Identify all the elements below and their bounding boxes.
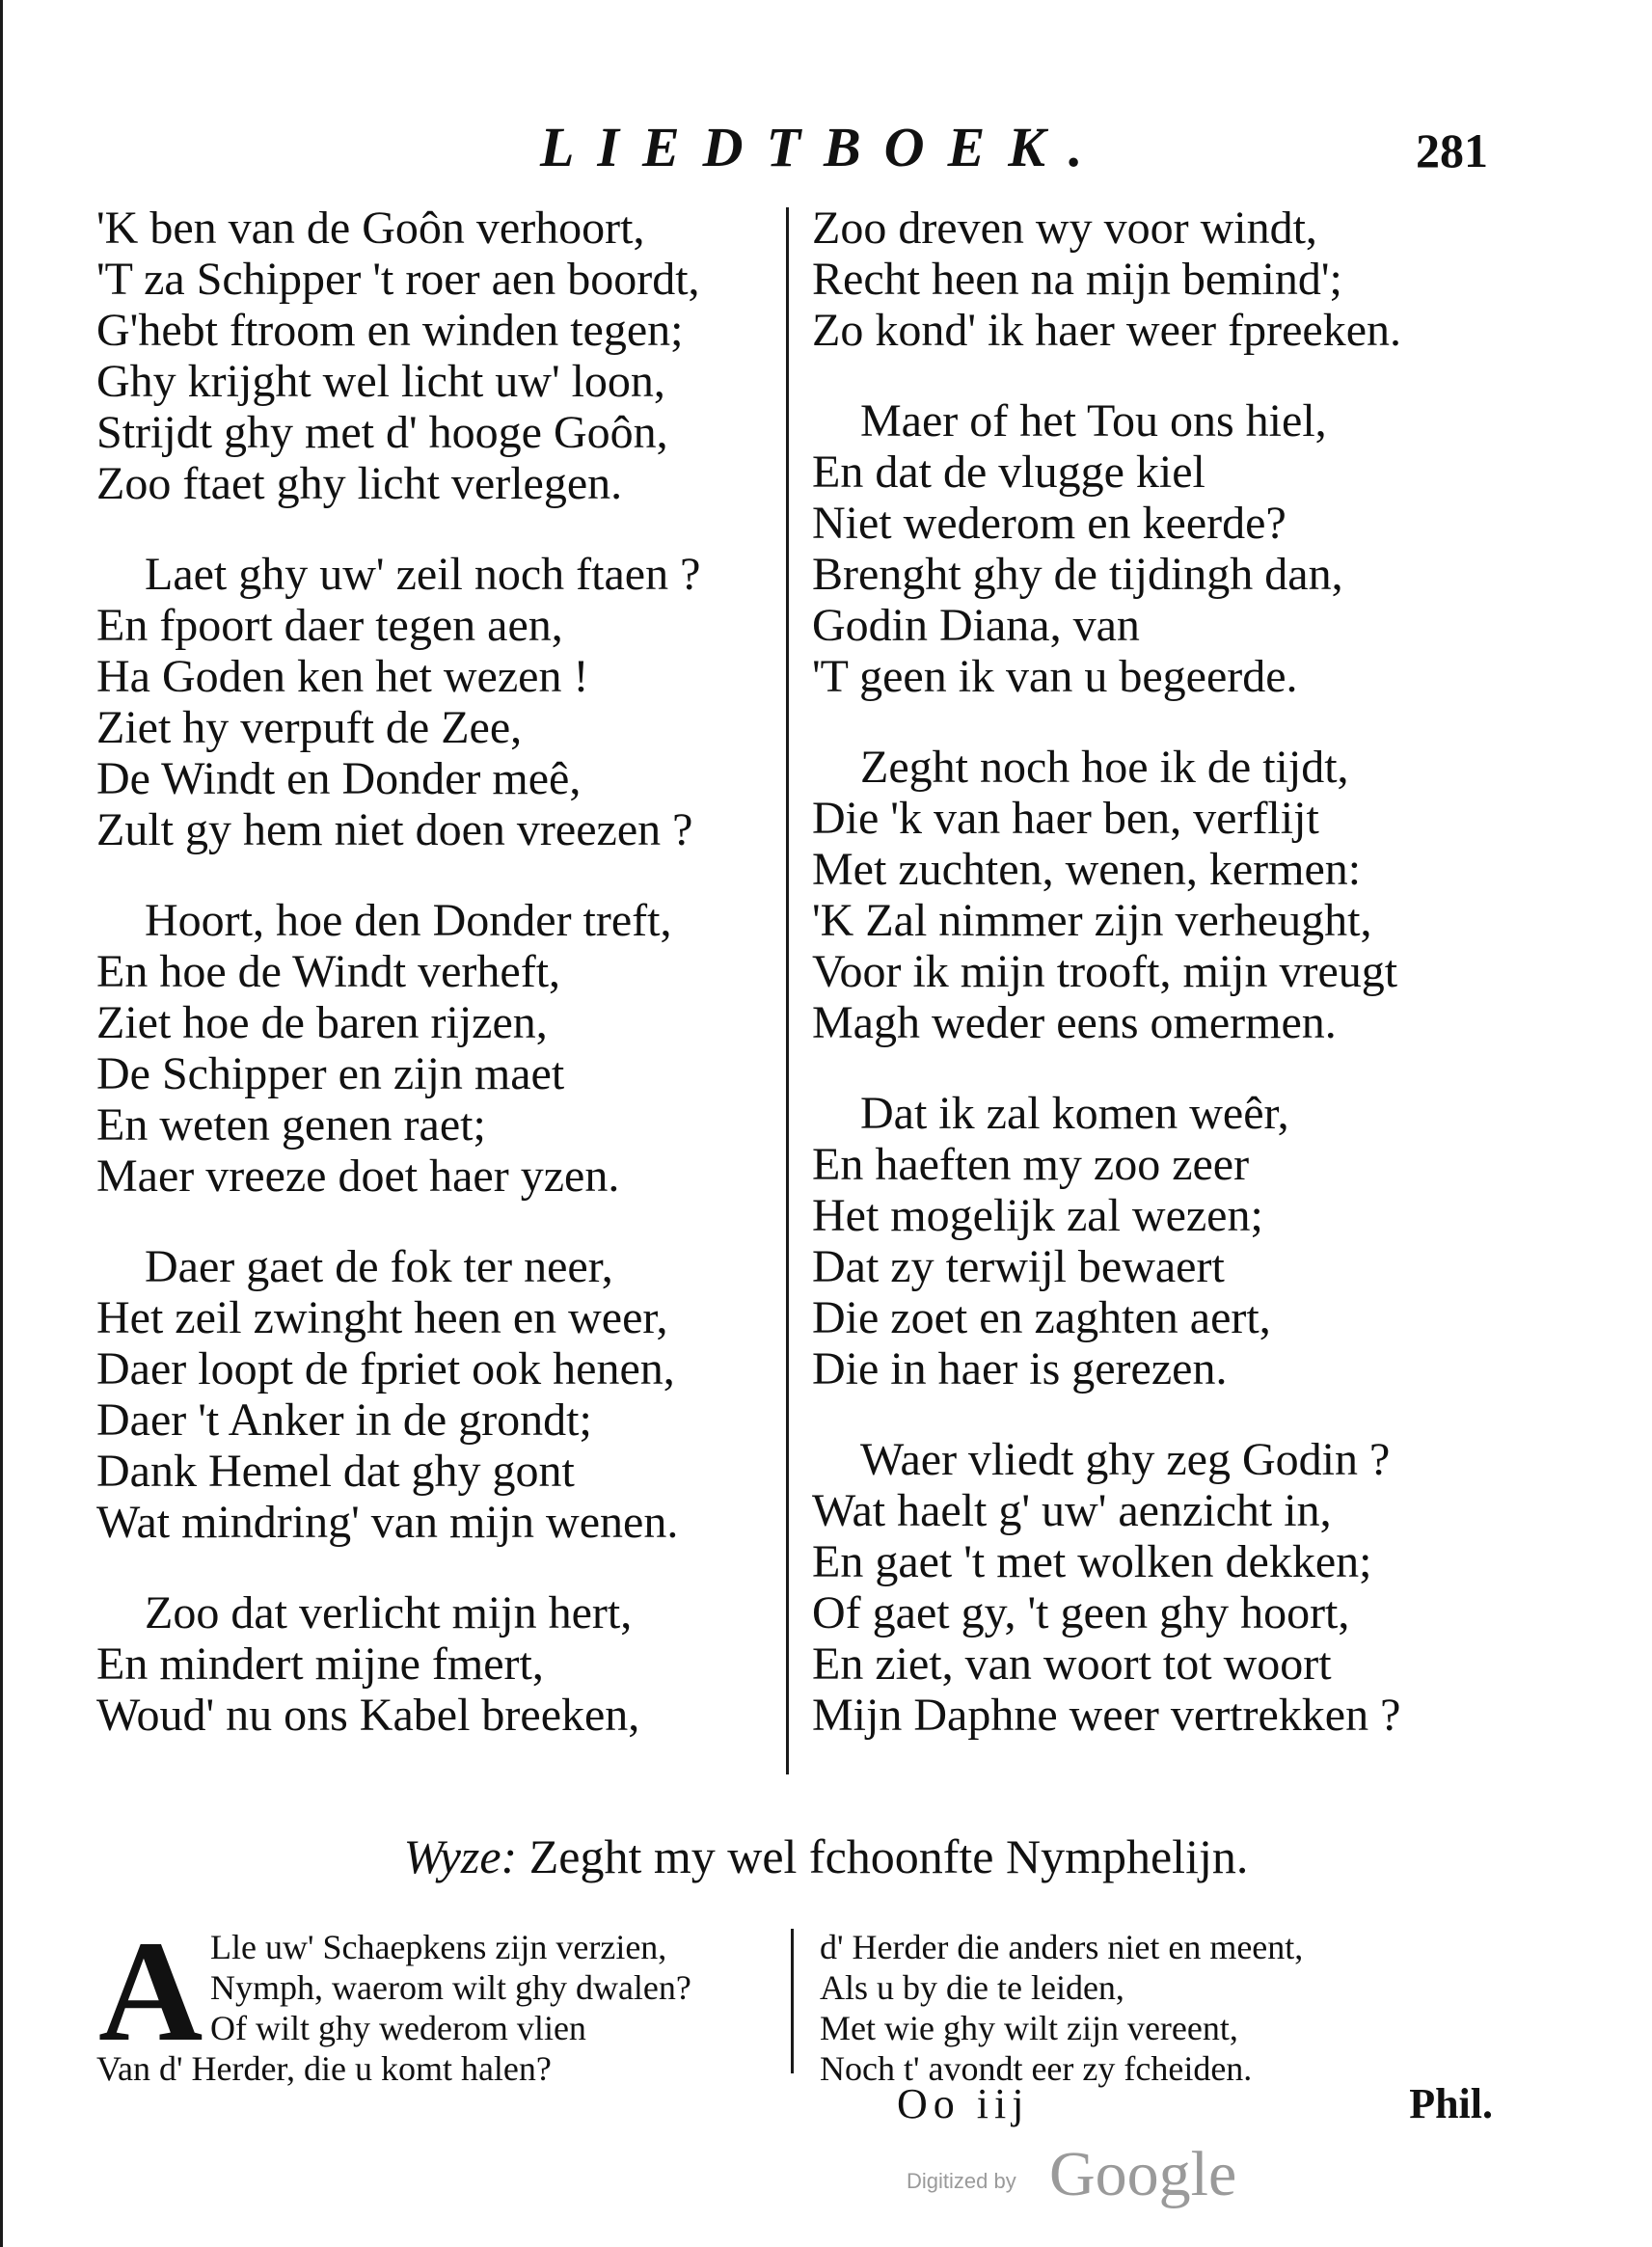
song-left-column [96, 1911, 786, 2089]
verse-line: En fpoort daer tegen aen, [96, 600, 563, 651]
google-logo: Google [1049, 2139, 1237, 2209]
right-column [812, 203, 1506, 1780]
verse-line: Recht heen na mijn bemind'; [812, 254, 1342, 305]
verse-line: Zoo dat verlicht mijn hert, [145, 1587, 633, 1638]
catchword: Phil. [1409, 2080, 1493, 2127]
verse-line: En dat de vlugge kiel [812, 447, 1205, 498]
verse-line: En mindert mijne fmert, [96, 1638, 544, 1690]
column-divider [786, 207, 789, 1774]
verse-line: Dank Hemel dat ghy gont [96, 1446, 575, 1497]
page-edge-rule [0, 0, 3, 2247]
song-verse-line: Lle uw' Schaepkens zijn verzien, [210, 1928, 667, 1966]
stanza [96, 549, 786, 855]
verse-line: 'T za Schipper 't roer aen boordt, [96, 254, 700, 305]
verse-line: Godin Diana, van [812, 600, 1140, 651]
stanza [96, 1587, 786, 1741]
verse-line: Zo kond' ik haer weer fpreeken. [812, 305, 1402, 356]
verse-line: Strijdt ghy met d' hooge Goôn, [96, 407, 668, 458]
running-title: LIEDTBOEK. [540, 116, 1106, 178]
verse-line: Laet ghy uw' zeil noch ftaen ? [145, 549, 701, 600]
verse-line: Wat mindring' van mijn wenen. [96, 1497, 679, 1548]
verse-line: Dat ik zal komen weêr, [860, 1088, 1289, 1139]
verse-line: G'hebt ftroom en winden tegen; [96, 305, 684, 356]
running-head [0, 114, 1652, 191]
song-verse-line: d' Herder die anders niet en meent, [820, 1928, 1304, 1966]
verse-line: Zoo ftaet ghy licht verlegen. [96, 458, 623, 509]
page-number: 281 [1416, 123, 1488, 177]
verse-line: Dat zy terwijl bewaert [812, 1241, 1225, 1292]
tune-title: Zeght my wel fchoonfte Nymphelijn. [528, 1829, 1249, 1883]
verse-line: Of gaet gy, 't geen ghy hoort, [812, 1587, 1350, 1638]
stanza [96, 895, 786, 1202]
verse-line: En haeften my zoo zeer [812, 1139, 1250, 1190]
song-verse-line: Nymph, waerom wilt ghy dwalen? [210, 1968, 691, 2007]
verse-line: Woud' nu ons Kabel breeken, [96, 1690, 640, 1741]
verse-line: Ziet hy verpuft de Zee, [96, 702, 523, 753]
verse-line: En gaet 't met wolken dekken; [812, 1536, 1372, 1587]
verse-line: Daer gaet de fok ter neer, [145, 1241, 613, 1292]
stanza [812, 203, 1506, 356]
stanza [812, 1088, 1506, 1394]
verse-line: Magh weder eens omermen. [812, 997, 1337, 1048]
verse-line: 'K ben van de Goôn verhoort, [96, 203, 645, 254]
verse-line: De Windt en Donder meê, [96, 753, 582, 804]
verse-line: Voor ik mijn trooft, mijn vreugt [812, 946, 1398, 997]
verse-line: Maer of het Tou ons hiel, [860, 395, 1327, 447]
stanza [812, 395, 1506, 702]
verse-line: Die 'k van haer ben, verflijt [812, 793, 1319, 844]
song-verse-line: Als u by die te leiden, [820, 1968, 1124, 2007]
stanza [96, 1241, 786, 1548]
verse-line: En ziet, van woort tot woort [812, 1638, 1332, 1690]
verse-line: Die zoet en zaghten aert, [812, 1292, 1271, 1343]
stanza [812, 1434, 1506, 1741]
left-column [96, 203, 786, 1780]
drop-cap: A [98, 1911, 203, 2071]
song-verse-line: Of wilt ghy wederom vlien [210, 2009, 586, 2047]
verse-line: Hoort, hoe den Donder treft, [145, 895, 672, 946]
verse-line: Mijn Daphne weer vertrekken ? [812, 1690, 1401, 1741]
verse-line: En hoe de Windt verheft, [96, 946, 561, 997]
song-verse-line: Met wie ghy wilt zijn vereent, [820, 2009, 1238, 2047]
verse-line: Daer loopt de fpriet ook henen, [96, 1343, 675, 1394]
verse-line: 'T geen ik van u begeerde. [812, 651, 1298, 702]
digitized-by-watermark [907, 2136, 1292, 2213]
song-verse-line: Noch t' avondt eer zy fcheiden. [820, 2049, 1253, 2088]
stanza [812, 742, 1506, 1048]
song-column-divider [791, 1929, 794, 2073]
song-right-column [820, 1927, 1495, 2089]
verse-line: En weten genen raet; [96, 1099, 486, 1151]
tune-label: Wyze: [403, 1829, 518, 1883]
verse-line: Zult gy hem niet doen vreezen ? [96, 804, 693, 855]
verse-line: Die in haer is gerezen. [812, 1343, 1228, 1394]
verse-line: Het mogelijk zal wezen; [812, 1190, 1263, 1241]
tune-heading [0, 1827, 1652, 1885]
verse-line: Het zeil zwinght heen en weer, [96, 1292, 668, 1343]
verse-line: Daer 't Anker in de grondt; [96, 1394, 592, 1446]
verse-line: De Schipper en zijn maet [96, 1048, 565, 1099]
verse-line: Ha Goden ken het wezen ! [96, 651, 589, 702]
signature-mark: Oo iij [897, 2080, 1030, 2127]
verse-line: Brenght ghy de tijdingh dan, [812, 549, 1343, 600]
verse-line: Waer vliedt ghy zeg Godin ? [860, 1434, 1391, 1485]
verse-line: Met zuchten, wenen, kermen: [812, 844, 1362, 895]
verse-line: Zoo dreven wy voor windt, [812, 203, 1317, 254]
stanza [96, 203, 786, 509]
verse-line: Ziet hoe de baren rijzen, [96, 997, 548, 1048]
digitized-by-text: Digitized by [907, 2169, 1016, 2193]
song-verse-line: Van d' Herder, die u komt halen? [96, 2049, 552, 2088]
verse-line: 'K Zal nimmer zijn verheught, [812, 895, 1372, 946]
verse-line: Wat haelt g' uw' aenzicht in, [812, 1485, 1332, 1536]
verse-line: Zeght noch hoe ik de tijdt, [860, 742, 1349, 793]
verse-line: Maer vreeze doet haer yzen. [96, 1151, 620, 1202]
verse-line: Ghy krijght wel licht uw' loon, [96, 356, 665, 407]
verse-line: Niet wederom en keerde? [812, 498, 1286, 549]
